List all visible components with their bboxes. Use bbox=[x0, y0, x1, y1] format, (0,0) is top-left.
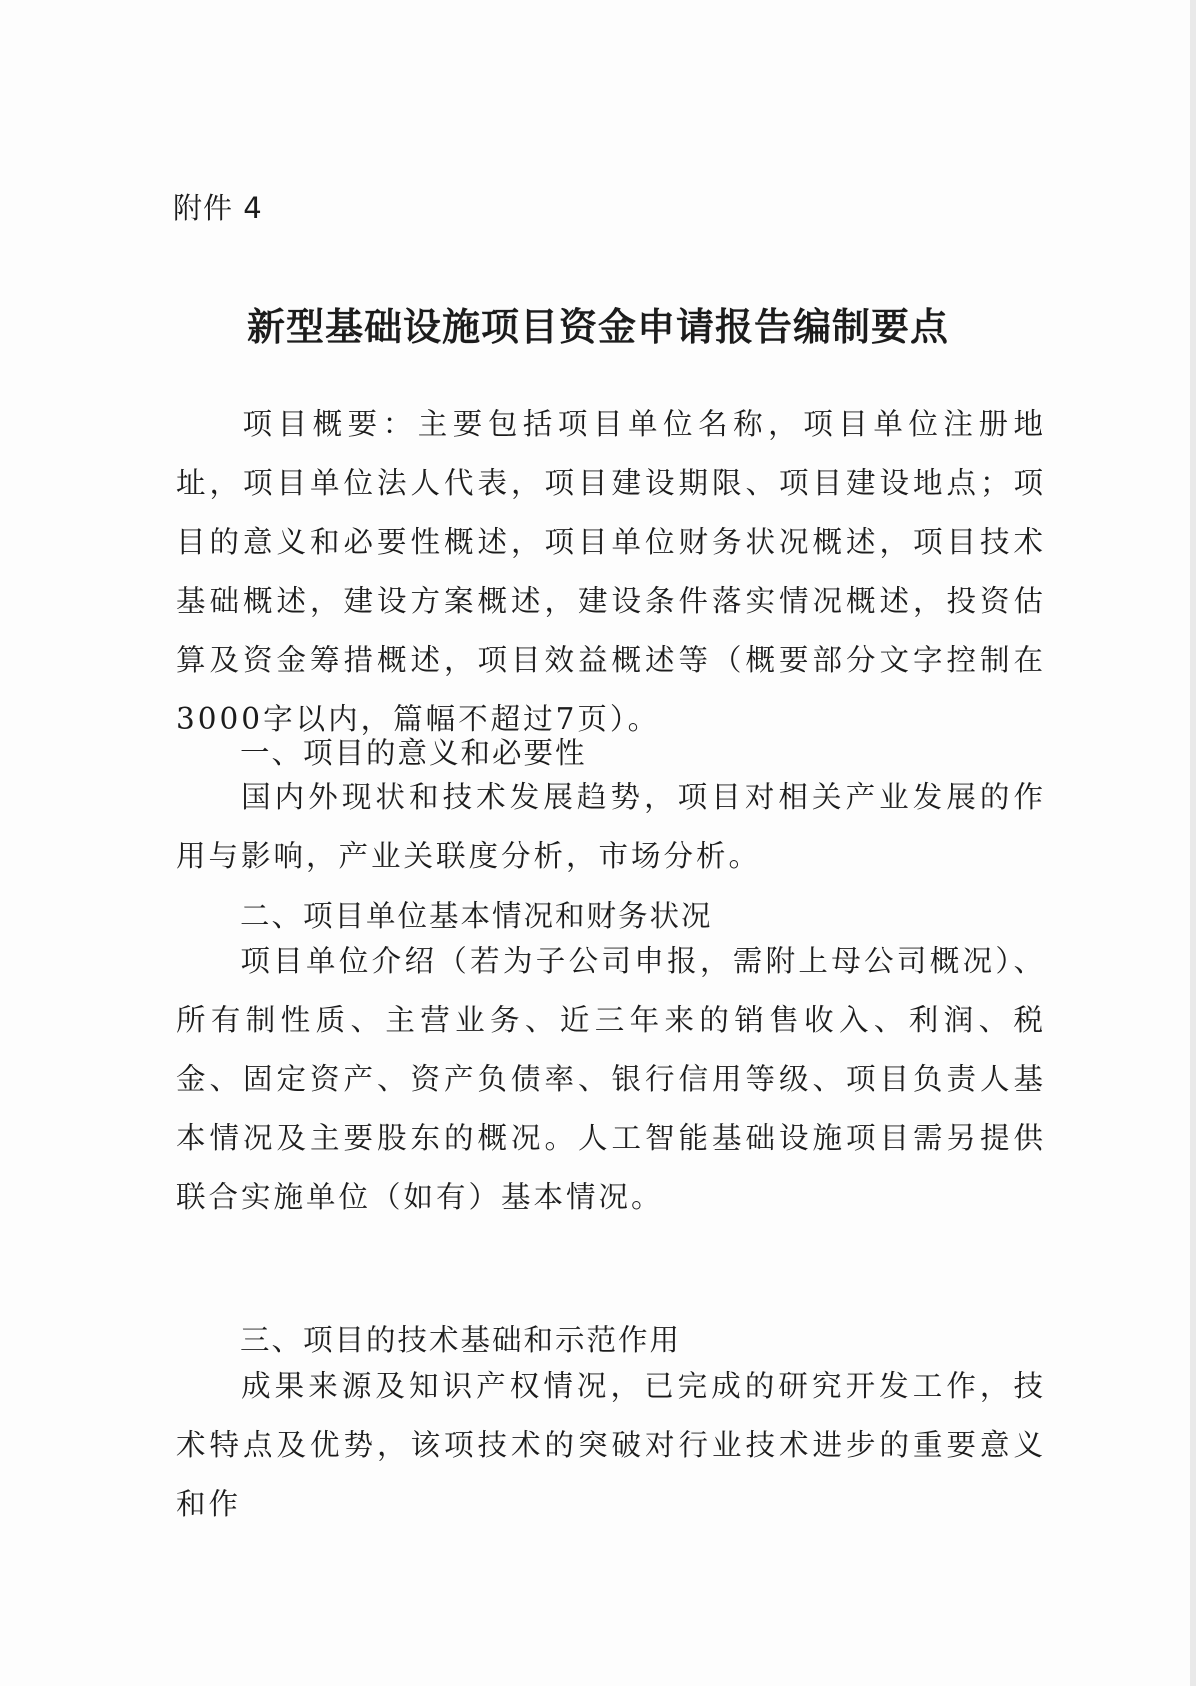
section-body-text-2: 项目单位介绍（若为子公司申报，需附上母公司概况）、所有制性质、主营业务、近三年来的销售收入、利润、税金、固定资产、资产负债率、银行信用等级、项目负责人基本情况及主要股东的概况。人工智能基础设施项目需另提供联合实施单位（如有）基本情况。 bbox=[176, 944, 1046, 1214]
section-heading-3: 三、项目的技术基础和示范作用 bbox=[240, 1323, 682, 1357]
page-edge bbox=[1190, 0, 1196, 1686]
attachment-label: 附件 4 bbox=[173, 191, 263, 225]
section-body-3 bbox=[176, 1357, 1046, 1534]
section-body-1 bbox=[176, 768, 1046, 886]
section-heading-2: 二、项目单位基本情况和财务状况 bbox=[240, 899, 713, 933]
section-body-text-1: 国内外现状和技术发展趋势，项目对相关产业发展的作用与影响，产业关联度分析，市场分析。 bbox=[176, 780, 1046, 873]
document-title: 新型基础设施项目资金申请报告编制要点 bbox=[246, 304, 949, 349]
section-heading-1: 一、项目的意义和必要性 bbox=[240, 736, 587, 770]
section-body-2 bbox=[176, 932, 1046, 1227]
section-body-text-3: 成果来源及知识产权情况，已完成的研究开发工作，技术特点及优势，该项技术的突破对行业技术进步的重要意义和作 bbox=[176, 1369, 1046, 1521]
overview-paragraph bbox=[176, 395, 1046, 749]
overview-text: 项目概要：主要包括项目单位名称，项目单位注册地址，项目单位法人代表，项目建设期限、项目建设地点；项目的意义和必要性概述，项目单位财务状况概述，项目技术基础概述，建设方案概述，建设条件落实情况概述，投资估算及资金筹措概述，项目效益概述等（概要部分文字控制在3000字以内，篇幅不超过7页）。 bbox=[176, 407, 1046, 736]
